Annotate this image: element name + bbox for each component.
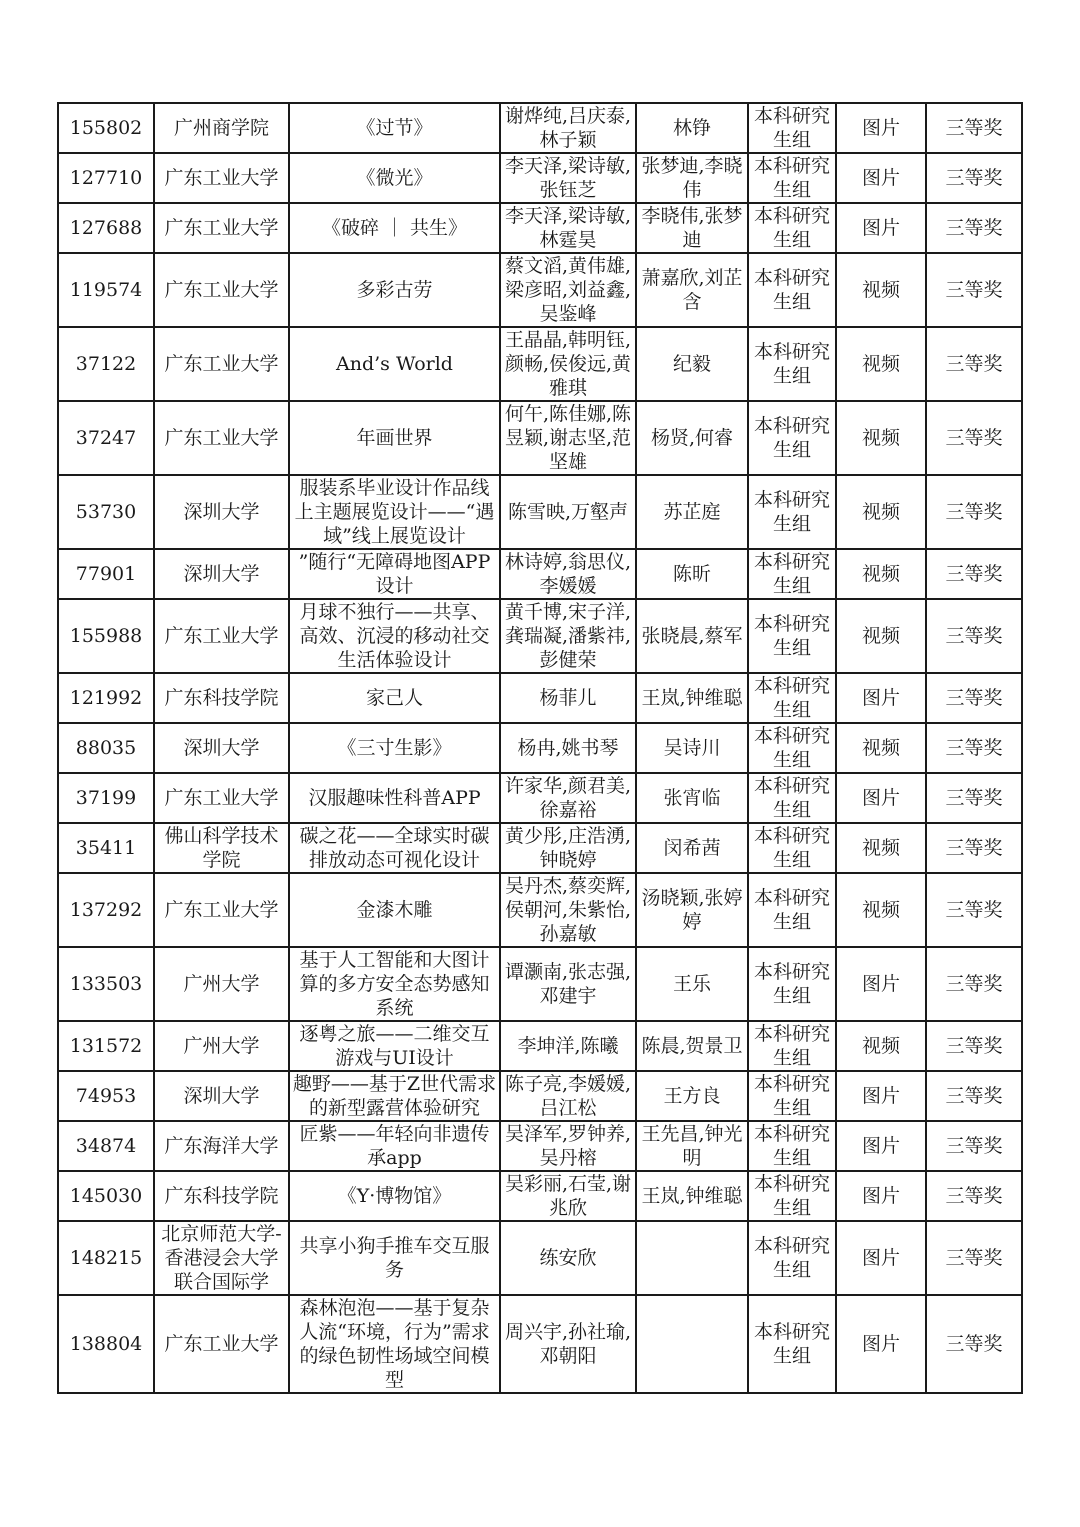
- work-id: 155988: [58, 599, 154, 673]
- category: 视频: [836, 599, 926, 673]
- award: 三等奖: [926, 723, 1022, 773]
- work-id: 119574: [58, 253, 154, 327]
- work-title: 《破碎 ｜ 共生》: [289, 203, 500, 253]
- work-id: 88035: [58, 723, 154, 773]
- advisor: [636, 1295, 748, 1393]
- authors: 许家华,颜君美,徐嘉裕: [500, 773, 636, 823]
- group: 本科研究生组: [748, 1171, 836, 1221]
- category: 视频: [836, 253, 926, 327]
- award: 三等奖: [926, 1221, 1022, 1295]
- work-id: 34874: [58, 1121, 154, 1171]
- group: 本科研究生组: [748, 1071, 836, 1121]
- category: 图片: [836, 103, 926, 153]
- award: 三等奖: [926, 103, 1022, 153]
- table-row: [58, 723, 1022, 773]
- table-row: [58, 673, 1022, 723]
- advisor: 纪毅: [636, 327, 748, 401]
- award: 三等奖: [926, 253, 1022, 327]
- authors: 黄少彤,庄浩湧,钟晓婷: [500, 823, 636, 873]
- work-title: 《三寸生影》: [289, 723, 500, 773]
- advisor: 杨贤,何睿: [636, 401, 748, 475]
- group: 本科研究生组: [748, 1221, 836, 1295]
- school-name: 广东海洋大学: [154, 1121, 289, 1171]
- school-name: 广东工业大学: [154, 773, 289, 823]
- table-row: [58, 327, 1022, 401]
- work-title: 共享小狗手推车交互服务: [289, 1221, 500, 1295]
- work-id: 145030: [58, 1171, 154, 1221]
- group: 本科研究生组: [748, 103, 836, 153]
- table-row: [58, 1021, 1022, 1071]
- advisor: 张宵临: [636, 773, 748, 823]
- work-title: 基于人工智能和大图计算的多方安全态势感知系统: [289, 947, 500, 1021]
- authors: 王晶晶,韩明钰,颜畅,侯俊远,黄雅琪: [500, 327, 636, 401]
- awards-table: [57, 102, 1023, 1394]
- category: 图片: [836, 947, 926, 1021]
- group: 本科研究生组: [748, 475, 836, 549]
- advisor: 王岚,钟维聪: [636, 1171, 748, 1221]
- table-row: [58, 1295, 1022, 1393]
- school-name: 深圳大学: [154, 549, 289, 599]
- work-title: 匠紫——年轻向非遗传承app: [289, 1121, 500, 1171]
- authors: 杨冉,姚书琴: [500, 723, 636, 773]
- group: 本科研究生组: [748, 773, 836, 823]
- award: 三等奖: [926, 1171, 1022, 1221]
- advisor: 汤晓颖,张婷婷: [636, 873, 748, 947]
- group: 本科研究生组: [748, 549, 836, 599]
- work-id: 131572: [58, 1021, 154, 1071]
- category: 图片: [836, 1121, 926, 1171]
- group: 本科研究生组: [748, 327, 836, 401]
- category: 视频: [836, 723, 926, 773]
- award: 三等奖: [926, 773, 1022, 823]
- award: 三等奖: [926, 1121, 1022, 1171]
- table-row: [58, 103, 1022, 153]
- work-id: 37122: [58, 327, 154, 401]
- school-name: 深圳大学: [154, 475, 289, 549]
- advisor: 陈昕: [636, 549, 748, 599]
- table-row: [58, 475, 1022, 549]
- table-row: [58, 1221, 1022, 1295]
- award: 三等奖: [926, 947, 1022, 1021]
- table-row: [58, 549, 1022, 599]
- work-id: 53730: [58, 475, 154, 549]
- advisor: 吴诗川: [636, 723, 748, 773]
- award: 三等奖: [926, 673, 1022, 723]
- school-name: 北京师范大学-香港浸会大学联合国际学: [154, 1221, 289, 1295]
- work-title: 汉服趣味性科普APP: [289, 773, 500, 823]
- table-row: [58, 773, 1022, 823]
- advisor: 王先昌,钟光明: [636, 1121, 748, 1171]
- work-title: 逐粤之旅——二维交互游戏与UI设计: [289, 1021, 500, 1071]
- advisor: 王乐: [636, 947, 748, 1021]
- school-name: 广东工业大学: [154, 599, 289, 673]
- group: 本科研究生组: [748, 823, 836, 873]
- authors: 李坤洋,陈曦: [500, 1021, 636, 1071]
- category: 图片: [836, 1071, 926, 1121]
- award: 三等奖: [926, 1295, 1022, 1393]
- school-name: 广州大学: [154, 947, 289, 1021]
- school-name: 广州大学: [154, 1021, 289, 1071]
- work-title: 《过节》: [289, 103, 500, 153]
- work-id: 37199: [58, 773, 154, 823]
- school-name: 广东工业大学: [154, 203, 289, 253]
- advisor: 张晓晨,蔡军: [636, 599, 748, 673]
- authors: 林诗婷,翁思仪,李媛媛: [500, 549, 636, 599]
- category: 视频: [836, 873, 926, 947]
- school-name: 广东工业大学: [154, 873, 289, 947]
- category: 图片: [836, 1221, 926, 1295]
- table-row: [58, 1171, 1022, 1221]
- group: 本科研究生组: [748, 873, 836, 947]
- group: 本科研究生组: [748, 947, 836, 1021]
- work-id: 35411: [58, 823, 154, 873]
- work-id: 127710: [58, 153, 154, 203]
- category: 图片: [836, 1295, 926, 1393]
- school-name: 深圳大学: [154, 723, 289, 773]
- award: 三等奖: [926, 823, 1022, 873]
- table-row: [58, 599, 1022, 673]
- work-title: 月球不独行——共享、高效、沉浸的移动社交生活体验设计: [289, 599, 500, 673]
- award: 三等奖: [926, 203, 1022, 253]
- work-title: 森林泡泡——基于复杂人流“环境，行为”需求的绿色韧性场域空间模型: [289, 1295, 500, 1393]
- category: 图片: [836, 153, 926, 203]
- work-id: 137292: [58, 873, 154, 947]
- authors: 李天泽,梁诗敏,林霆昊: [500, 203, 636, 253]
- authors: 吴丹杰,蔡奕辉,侯朝河,朱紫怡,孙嘉敏: [500, 873, 636, 947]
- work-title: 碳之花——全球实时碳排放动态可视化设计: [289, 823, 500, 873]
- advisor: 张梦迪,李晓伟: [636, 153, 748, 203]
- group: 本科研究生组: [748, 599, 836, 673]
- authors: 周兴宇,孙社瑜,邓朝阳: [500, 1295, 636, 1393]
- group: 本科研究生组: [748, 1295, 836, 1393]
- table-row: [58, 1071, 1022, 1121]
- table-row: [58, 253, 1022, 327]
- advisor: 闵希茜: [636, 823, 748, 873]
- award: 三等奖: [926, 153, 1022, 203]
- advisor: 李晓伟,张梦迪: [636, 203, 748, 253]
- school-name: 广东工业大学: [154, 401, 289, 475]
- advisor: 陈晨,贺景卫: [636, 1021, 748, 1071]
- category: 视频: [836, 327, 926, 401]
- work-title: 《Y·博物馆》: [289, 1171, 500, 1221]
- advisor: 王岚,钟维聪: [636, 673, 748, 723]
- authors: 黄千博,宋子洋,龚瑞凝,潘紫祎,彭健荣: [500, 599, 636, 673]
- work-title: And’s World: [289, 327, 500, 401]
- award: 三等奖: [926, 549, 1022, 599]
- group: 本科研究生组: [748, 401, 836, 475]
- authors: 陈雪映,万壑声: [500, 475, 636, 549]
- work-id: 133503: [58, 947, 154, 1021]
- category: 图片: [836, 1171, 926, 1221]
- advisor: 萧嘉欣,刘芷含: [636, 253, 748, 327]
- school-name: 广东工业大学: [154, 327, 289, 401]
- category: 视频: [836, 549, 926, 599]
- authors: 陈子亮,李媛媛,吕江松: [500, 1071, 636, 1121]
- school-name: 佛山科学技术学院: [154, 823, 289, 873]
- award: 三等奖: [926, 1021, 1022, 1071]
- school-name: 深圳大学: [154, 1071, 289, 1121]
- work-title: 金漆木雕: [289, 873, 500, 947]
- category: 图片: [836, 203, 926, 253]
- table-row: [58, 153, 1022, 203]
- advisor: 苏芷庭: [636, 475, 748, 549]
- award: 三等奖: [926, 599, 1022, 673]
- work-title: 《微光》: [289, 153, 500, 203]
- work-id: 121992: [58, 673, 154, 723]
- group: 本科研究生组: [748, 673, 836, 723]
- group: 本科研究生组: [748, 253, 836, 327]
- table-row: [58, 947, 1022, 1021]
- school-name: 广东科技学院: [154, 673, 289, 723]
- work-id: 148215: [58, 1221, 154, 1295]
- work-id: 127688: [58, 203, 154, 253]
- authors: 谢烨纯,吕庆泰,林子颖: [500, 103, 636, 153]
- table-row: [58, 203, 1022, 253]
- work-title: 年画世界: [289, 401, 500, 475]
- work-title: 趣野——基于Z世代需求的新型露营体验研究: [289, 1071, 500, 1121]
- table-row: [58, 1121, 1022, 1171]
- authors: 李天泽,梁诗敏,张钰芝: [500, 153, 636, 203]
- school-name: 广州商学院: [154, 103, 289, 153]
- group: 本科研究生组: [748, 723, 836, 773]
- award: 三等奖: [926, 1071, 1022, 1121]
- work-id: 37247: [58, 401, 154, 475]
- award: 三等奖: [926, 327, 1022, 401]
- table-row: [58, 873, 1022, 947]
- authors: 何午,陈佳娜,陈昱颖,谢志坚,范坚雄: [500, 401, 636, 475]
- work-id: 155802: [58, 103, 154, 153]
- authors: 蔡文滔,黄伟雄,梁彦昭,刘益鑫,吴鉴峰: [500, 253, 636, 327]
- category: 视频: [836, 475, 926, 549]
- work-id: 77901: [58, 549, 154, 599]
- category: 视频: [836, 1021, 926, 1071]
- school-name: 广东工业大学: [154, 253, 289, 327]
- authors: 吴彩丽,石莹,谢兆欣: [500, 1171, 636, 1221]
- authors: 吴泽军,罗钟养,吴丹榕: [500, 1121, 636, 1171]
- school-name: 广东工业大学: [154, 1295, 289, 1393]
- category: 视频: [836, 401, 926, 475]
- advisor: 王方良: [636, 1071, 748, 1121]
- work-id: 74953: [58, 1071, 154, 1121]
- table-row: [58, 823, 1022, 873]
- group: 本科研究生组: [748, 153, 836, 203]
- category: 图片: [836, 773, 926, 823]
- work-id: 138804: [58, 1295, 154, 1393]
- advisor: 林铮: [636, 103, 748, 153]
- authors: 杨菲儿: [500, 673, 636, 723]
- school-name: 广东科技学院: [154, 1171, 289, 1221]
- authors: 谭灏南,张志强,邓建宇: [500, 947, 636, 1021]
- work-title: 多彩古劳: [289, 253, 500, 327]
- school-name: 广东工业大学: [154, 153, 289, 203]
- category: 视频: [836, 823, 926, 873]
- group: 本科研究生组: [748, 1021, 836, 1071]
- work-title: 家己人: [289, 673, 500, 723]
- group: 本科研究生组: [748, 203, 836, 253]
- award: 三等奖: [926, 475, 1022, 549]
- table-row: [58, 401, 1022, 475]
- work-title: ”随行“无障碍地图APP设计: [289, 549, 500, 599]
- category: 图片: [836, 673, 926, 723]
- group: 本科研究生组: [748, 1121, 836, 1171]
- advisor: [636, 1221, 748, 1295]
- work-title: 服装系毕业设计作品线上主题展览设计——“遇域”线上展览设计: [289, 475, 500, 549]
- authors: 练安欣: [500, 1221, 636, 1295]
- award: 三等奖: [926, 401, 1022, 475]
- award: 三等奖: [926, 873, 1022, 947]
